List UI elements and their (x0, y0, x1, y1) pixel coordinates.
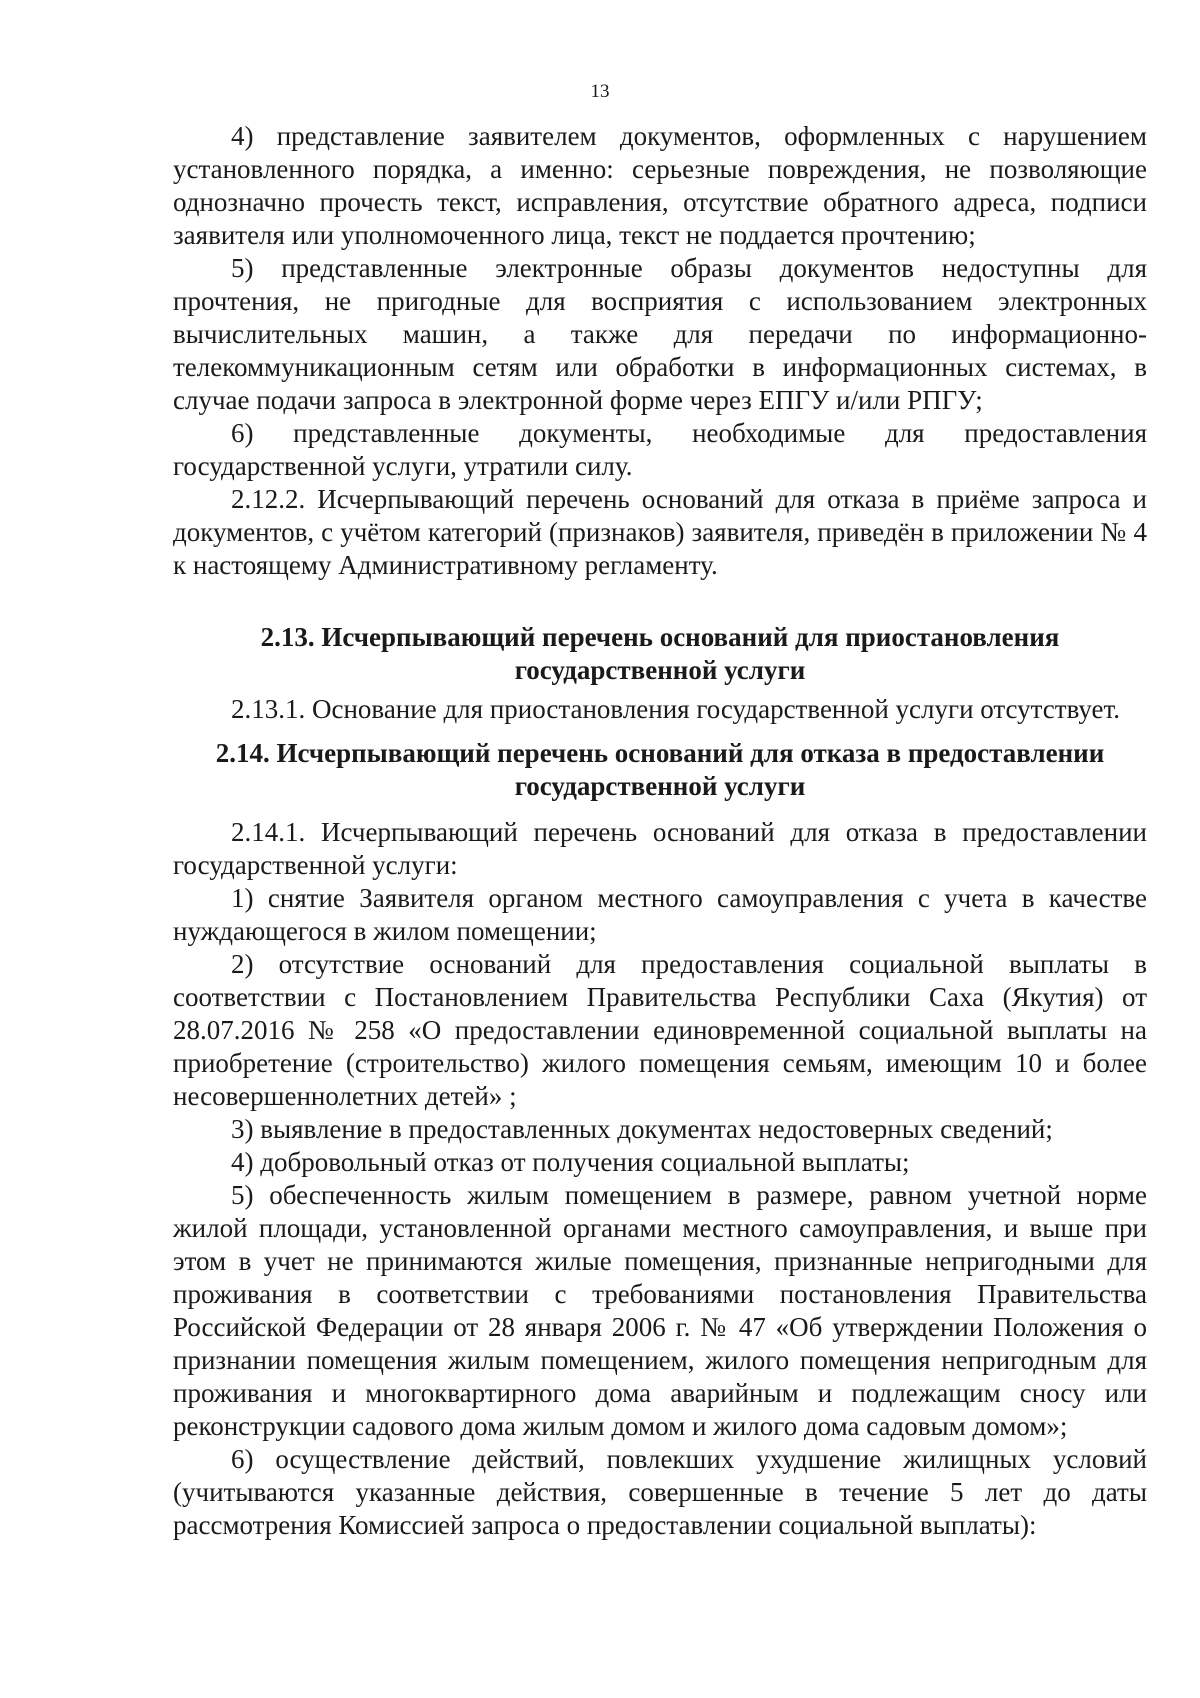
section-heading-2-13 (173, 621, 1147, 687)
refusal-ground-3: 3) выявление в предоставленных документах недостоверных сведений; (231, 1114, 1053, 1144)
section-heading-2-13-line1: 2.13. Исчерпывающий перечень оснований для приостановления (260, 622, 1060, 652)
paragraph-item-4: 4) представление заявителем документов, оформленных с нарушением установленного порядка, а именно: серьезные повреждения, не позволяющие однозначно прочесть текст, исправления, отсутствие обратного адреса, подписи заявителя или уполномоченного лица, текст не поддается прочтению; (173, 121, 1147, 250)
paragraph-item-6: 6) представленные документы, необходимые для предоставления государственной услуги, утратили силу. (173, 418, 1147, 481)
section-heading-2-14 (173, 737, 1147, 803)
paragraph-2-13-1: 2.13.1. Основание для приостановления государственной услуги отсутствует. (231, 694, 1121, 724)
refusal-ground-2: 2) отсутствие оснований для предоставления социальной выплаты в соответствии с Постановлением Правительства Республики Саха (Якутия) от 28.07.2016 № 258 «О предоставлении единовременной социальной выплаты на приобретение (строительство) жилого помещения семьям, имеющим 10 и более несовершеннолетних детей» ; (173, 949, 1147, 1111)
paragraph-2-14-1: 2.14.1. Исчерпывающий перечень оснований для отказа в предоставлении государственной услуги: (173, 817, 1147, 880)
section-heading-2-13-line2: государственной услуги (514, 655, 806, 685)
section-heading-2-14-line1: 2.14. Исчерпывающий перечень оснований для отказа в предоставлении (215, 738, 1105, 768)
page-number: 13 (590, 81, 610, 102)
refusal-ground-5: 5) обеспеченность жилым помещением в размере, равном учетной норме жилой площади, установленной органами местного самоуправления, и выше при этом в учет не принимаются жилые помещения, признанные непригодными для проживания в соответствии с требованиями постановления Правительства Российской Федерации от 28 января 2006 г. № 47 «Об утверждении Положения о признании помещения жилым помещением, жилого помещения непригодным для проживания и многоквартирного дома аварийным и подлежащим сносу или реконструкции садового дома жилым домом и жилого дома садовым домом»; (173, 1180, 1147, 1441)
refusal-ground-1: 1) снятие Заявителя органом местного самоуправления с учета в качестве нуждающегося в жилом помещении; (173, 883, 1147, 946)
paragraph-2-12-2: 2.12.2. Исчерпывающий перечень оснований для отказа в приёме запроса и документов, с учётом категорий (признаков) заявителя, приведён в приложении № 4 к настоящему Административному регламенту. (173, 484, 1147, 580)
refusal-ground-4: 4) добровольный отказ от получения социальной выплаты; (231, 1147, 910, 1177)
document-body (173, 120, 1147, 1542)
section-heading-2-14-line2: государственной услуги (514, 771, 806, 801)
paragraph-item-5: 5) представленные электронные образы документов недоступны для прочтения, не пригодные для восприятия с использованием электронных вычислительных машин, а также для передачи по информационно-телекоммуникационным сетям или обработки в информационных системах, в случае подачи запроса в электронной форме через ЕПГУ и/или РПГУ; (173, 253, 1147, 415)
refusal-ground-6: 6) осуществление действий, повлекших ухудшение жилищных условий (учитываются указанные действия, совершенные в течение 5 лет до даты рассмотрения Комиссией запроса о предоставлении социальной выплаты): (173, 1444, 1147, 1540)
